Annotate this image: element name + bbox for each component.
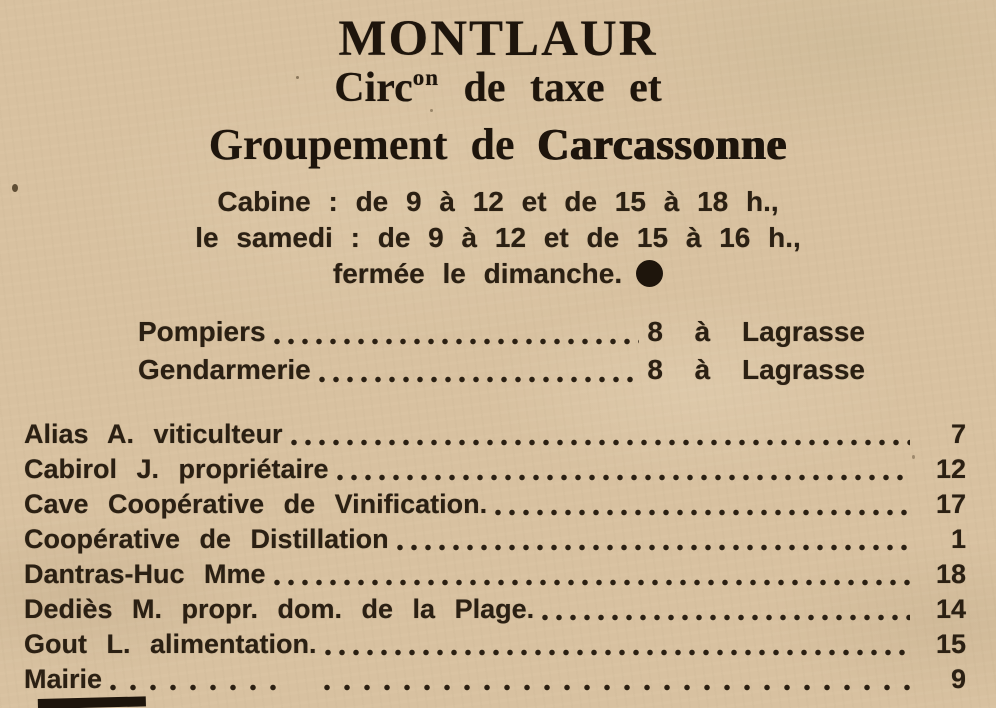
cabine-line-3	[0, 256, 996, 292]
circonscription-line	[0, 64, 996, 112]
entry-name: Cabirol J. propriétaire	[24, 454, 329, 484]
cabine-hours	[0, 184, 996, 292]
entry-name: Gout L. alimentation.	[24, 629, 317, 659]
entry-number: 7	[950, 419, 966, 449]
services-list	[138, 313, 865, 389]
groupement-prefix: Groupement de	[208, 120, 538, 169]
service-number: 8 à Lagrasse	[647, 316, 865, 347]
groupement-line	[0, 119, 996, 170]
entry-number: 9	[950, 664, 966, 694]
circ-superscript: on	[412, 65, 440, 90]
dot-leader	[325, 649, 911, 656]
service-row	[138, 351, 865, 389]
cutoff-next-entry-bar	[38, 696, 146, 708]
entry-row	[24, 557, 966, 592]
entry-number: 1	[950, 524, 966, 554]
entry-row	[24, 627, 966, 662]
filled-circle-icon	[636, 260, 663, 287]
entry-name: Mairie	[24, 664, 103, 694]
entry-row	[24, 487, 966, 522]
entry-name: Cave Coopérative de Vinification.	[24, 489, 488, 519]
entry-row	[24, 522, 966, 557]
entry-row	[24, 662, 966, 697]
service-name: Gendarmerie	[138, 354, 311, 385]
circ-rest: de taxe et	[439, 65, 662, 111]
entry-name: Alias A. viticulteur	[24, 419, 283, 449]
dot-leader	[319, 376, 640, 383]
entry-name: Dediès M. propr. dom. de la Plage.	[24, 594, 535, 624]
groupement-emphasis: Carcassonne	[537, 120, 788, 169]
dot-leader	[337, 474, 910, 481]
dot-leader	[324, 684, 910, 691]
entry-number: 17	[935, 489, 966, 519]
entry-row	[24, 452, 966, 487]
service-number: 8 à Lagrasse	[647, 354, 865, 385]
service-row	[138, 313, 865, 351]
entry-name: Coopérative de Distillation	[24, 524, 389, 554]
cabine-line-3-text: fermée le dimanche.	[332, 258, 623, 289]
dot-leader	[110, 684, 278, 691]
cabine-line-2: le samedi : de 9 à 12 et de 15 à 16 h.,	[195, 222, 801, 253]
entry-row	[24, 592, 966, 627]
entry-name: Dantras-Huc Mme	[24, 559, 266, 589]
dot-leader	[495, 509, 910, 516]
cabine-line-1: Cabine : de 9 à 12 et de 15 à 18 h.,	[217, 186, 779, 217]
town-title: MONTLAUR	[338, 11, 658, 67]
dot-leader	[542, 614, 910, 621]
entry-row	[24, 417, 966, 452]
dot-leader	[274, 579, 910, 586]
circ-prefix: Circ	[334, 65, 413, 111]
subscriber-list	[24, 417, 966, 697]
service-name: Pompiers	[138, 316, 266, 347]
dot-leader	[397, 544, 910, 551]
entry-number: 12	[935, 454, 966, 484]
entry-number: 14	[935, 594, 966, 624]
entry-number: 18	[935, 559, 966, 589]
dot-leader	[274, 338, 640, 345]
dot-leader	[291, 439, 910, 446]
entry-number: 15	[935, 629, 966, 659]
